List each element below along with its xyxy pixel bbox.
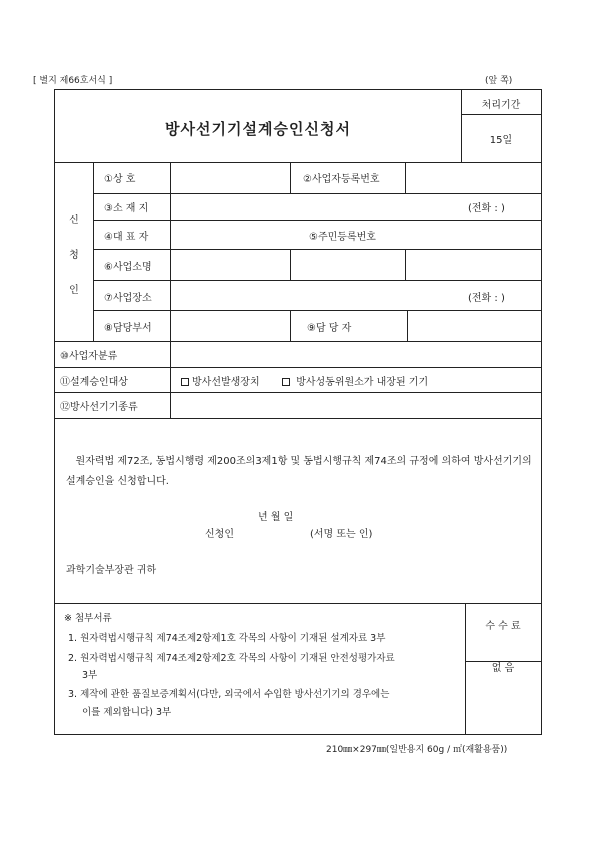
applicant-signature-label: 신청인 (205, 529, 234, 540)
applicant-group-label-3: 인 (69, 285, 79, 296)
attachment-item-3: 3. 제작에 관한 품질보증계획서(다만, 외국에서 수입한 방사선기기의 경우에는 (68, 689, 390, 700)
form-title: 방사선기기설계승인신청서 (165, 120, 351, 138)
applicant-group-label-1: 신 (69, 215, 79, 226)
checkbox-radiation-generator[interactable] (181, 378, 189, 386)
business-reg-number-field[interactable] (406, 162, 541, 191)
business-type-label: ⑩사업자분류 (60, 351, 118, 362)
approval-target-label: ⑪설계승인대상 (60, 377, 128, 388)
recipient: 과학기술부장관 귀하 (66, 565, 157, 576)
address-phone: (전화 : ) (468, 203, 505, 214)
option-isotope-device[interactable] (282, 373, 428, 388)
checkbox-isotope-device[interactable] (282, 378, 290, 386)
address-label: ③소 재 지 (104, 203, 149, 214)
person-in-charge-label: ⑨담 당 자 (307, 323, 352, 334)
business-location-phone: (전화 : ) (468, 293, 505, 304)
fee-value: 없 음 (491, 663, 515, 674)
paper-spec: 210㎜×297㎜(일반용지 60g / ㎡(재활용품)) (326, 745, 508, 755)
application-statement (66, 452, 536, 492)
processing-period-value: 15일 (489, 135, 513, 146)
applicant-group-label-2: 청 (69, 250, 79, 261)
business-location-label: ⑦사업장소 (104, 293, 152, 304)
processing-period-label: 처리기간 (481, 100, 521, 111)
business-type-field[interactable] (171, 341, 541, 365)
resident-reg-number-field[interactable] (406, 220, 541, 248)
option-radiation-generator-label: 방사선발생장치 (192, 377, 260, 388)
option-isotope-device-label: 방사성동위원소가 내장된 기기 (296, 377, 429, 388)
business-reg-number-label: ②사업자등록번호 (303, 174, 380, 185)
fee-label: 수 수 료 (485, 621, 521, 632)
attachments-heading: ※ 첨부서류 (64, 613, 112, 624)
department-field[interactable] (171, 310, 288, 339)
representative-label: ④대 표 자 (104, 232, 149, 243)
resident-reg-number-label: ⑤주민등록번호 (309, 232, 376, 243)
form-number: [ 별지 제66호서식 ] (33, 76, 113, 86)
representative-field[interactable] (171, 220, 288, 248)
attachment-item-1: 1. 원자력법시행규칙 제74조제2항제1호 각목의 사항이 기재된 설계자료 3부 (68, 633, 386, 644)
person-in-charge-field[interactable] (408, 310, 541, 339)
statement-text: 원자력법 제72조, 동법시행령 제200조의3제1항 및 동법시행규칙 제74조의 규정에 의하여 방사선기기의 설계승인을 신청합니다. (66, 456, 532, 487)
option-radiation-generator[interactable] (181, 373, 260, 388)
attachment-item-2-cont: 3부 (82, 670, 98, 681)
page-side: (앞 쪽) (485, 76, 513, 86)
business-name-field[interactable] (171, 249, 541, 279)
attachment-item-2: 2. 원자력법시행규칙 제74조제2항제2호 각목의 사항이 기재된 안전성평가자료 (68, 653, 395, 664)
equipment-type-field[interactable] (171, 392, 541, 416)
trade-name-field[interactable] (171, 162, 288, 191)
trade-name-label: ①상 호 (104, 174, 136, 185)
application-date: 년 월 일 (258, 512, 294, 523)
signature-note: (서명 또는 인) (310, 529, 373, 540)
business-name-label: ⑥사업소명 (104, 262, 152, 273)
department-label: ⑧담당부서 (104, 323, 152, 334)
equipment-type-label: ⑫방사선기기종류 (60, 402, 138, 413)
attachment-item-3-cont: 이를 제외합니다) 3부 (82, 707, 172, 718)
